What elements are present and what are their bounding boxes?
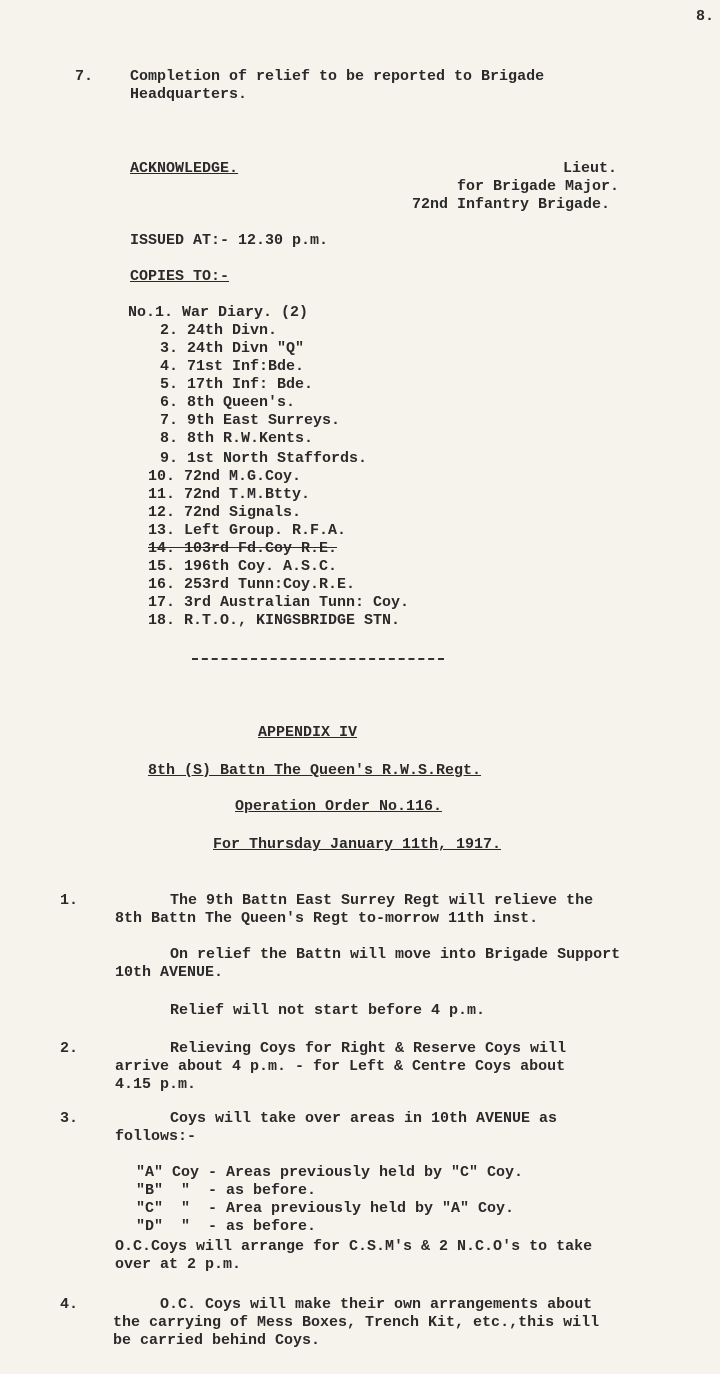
- para-3-coy-d: "D" " - as before.: [136, 1218, 317, 1235]
- para-2-line-2: arrive about 4 p.m. - for Left & Centre Coys about: [115, 1058, 566, 1075]
- para-2-line-1: Relieving Coys for Right & Reserve Coys will: [170, 1040, 567, 1057]
- copy-13: 13. Left Group. R.F.A.: [148, 522, 347, 539]
- item-7-line-1: Completion of relief to be reported to Brigade: [130, 68, 545, 85]
- para-1-line-5: Relief will not start before 4 p.m.: [170, 1002, 486, 1019]
- copy-2: 2. 24th Divn.: [160, 322, 278, 339]
- para-1-line-3: On relief the Battn will move into Brigade Support: [170, 946, 621, 963]
- para-3-line-2: follows:-: [115, 1128, 197, 1145]
- copy-4: 4. 71st Inf:Bde.: [160, 358, 305, 375]
- para-3-line-1: Coys will take over areas in 10th AVENUE as: [170, 1110, 558, 1127]
- copy-18: 18. R.T.O., KINGSBRIDGE STN.: [148, 612, 401, 629]
- para-3-line-3: O.C.Coys will arrange for C.S.M's & 2 N.C.O's to take: [115, 1238, 593, 1255]
- para-2-number: 2.: [60, 1040, 79, 1057]
- item-7-line-2: Headquarters.: [130, 86, 248, 103]
- copy-8: 8. 8th R.W.Kents.: [160, 430, 314, 447]
- para-1-line-4: 10th AVENUE.: [115, 964, 224, 981]
- para-4-line-1: O.C. Coys will make their own arrangements about: [160, 1296, 593, 1313]
- appendix-title: APPENDIX IV: [258, 724, 358, 741]
- copy-1: No.1. War Diary. (2): [128, 304, 309, 321]
- copy-9: 9. 1st North Staffords.: [160, 450, 368, 467]
- para-4-line-3: be carried behind Coys.: [113, 1332, 321, 1349]
- issued-at: ISSUED AT:- 12.30 p.m.: [130, 232, 329, 249]
- section-divider: [192, 658, 444, 660]
- copy-11: 11. 72nd T.M.Btty.: [148, 486, 311, 503]
- para-2-line-3: 4.15 p.m.: [115, 1076, 197, 1093]
- para-1-number: 1.: [60, 892, 79, 909]
- order-date: For Thursday January 11th, 1917.: [213, 836, 502, 853]
- unit-heading: 8th (S) Battn The Queen's R.W.S.Regt.: [148, 762, 482, 779]
- copy-10: 10. 72nd M.G.Coy.: [148, 468, 302, 485]
- order-heading: Operation Order No.116.: [235, 798, 443, 815]
- copy-16: 16. 253rd Tunn:Coy.R.E.: [148, 576, 356, 593]
- copy-12: 12. 72nd Signals.: [148, 504, 302, 521]
- para-3-line-4: over at 2 p.m.: [115, 1256, 242, 1273]
- para-3-coy-a: "A" Coy - Areas previously held by "C" Coy.: [136, 1164, 524, 1181]
- signature-role: for Brigade Major.: [457, 178, 620, 195]
- signature-rank: Lieut.: [563, 160, 618, 177]
- para-1-line-2: 8th Battn The Queen's Regt to-morrow 11th inst.: [115, 910, 539, 927]
- copy-5: 5. 17th Inf: Bde.: [160, 376, 314, 393]
- item-7-number: 7.: [75, 68, 94, 85]
- copies-heading: COPIES TO:-: [130, 268, 230, 285]
- para-4-number: 4.: [60, 1296, 79, 1313]
- copy-3: 3. 24th Divn "Q": [160, 340, 305, 357]
- para-3-coy-c: "C" " - Area previously held by "A" Coy.: [136, 1200, 515, 1217]
- copy-7: 7. 9th East Surreys.: [160, 412, 341, 429]
- para-3-coy-b: "B" " - as before.: [136, 1182, 317, 1199]
- signature-brigade: 72nd Infantry Brigade.: [412, 196, 611, 213]
- page-number: 8.: [696, 8, 715, 25]
- copy-14-struck: 14. 103rd Fd.Coy R.E.: [148, 540, 338, 557]
- copy-15: 15. 196th Coy. A.S.C.: [148, 558, 338, 575]
- para-4-line-2: the carrying of Mess Boxes, Trench Kit, etc.,this will: [113, 1314, 600, 1331]
- acknowledge-heading: ACKNOWLEDGE.: [130, 160, 239, 177]
- para-3-number: 3.: [60, 1110, 79, 1127]
- para-1-line-1: The 9th Battn East Surrey Regt will relieve the: [170, 892, 594, 909]
- copy-6: 6. 8th Queen's.: [160, 394, 296, 411]
- copy-17: 17. 3rd Australian Tunn: Coy.: [148, 594, 410, 611]
